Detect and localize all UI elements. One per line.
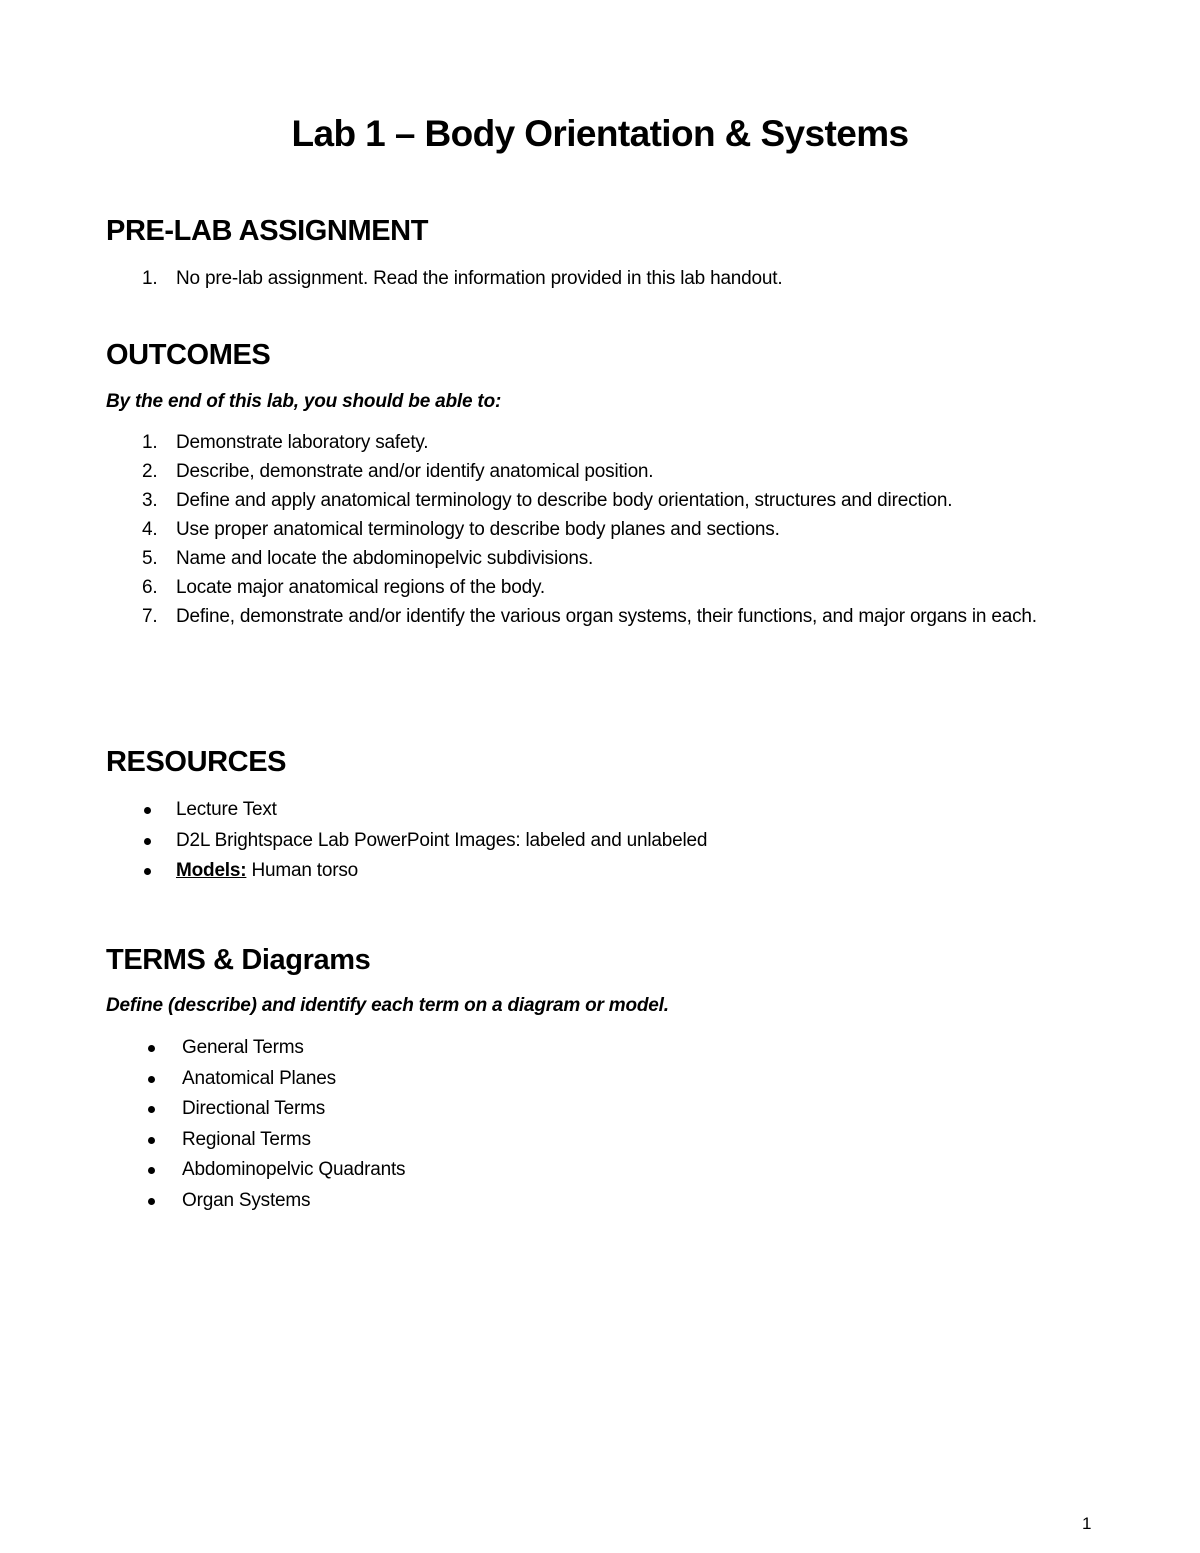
bullet-icon [144, 807, 151, 814]
list-item [106, 428, 1096, 457]
bullet-icon [148, 1198, 155, 1205]
list-item-text: No pre-lab assignment. Read the information provided in this lab handout. [176, 268, 783, 289]
list-item-text: Regional Terms [182, 1128, 311, 1150]
models-text: Human torso [246, 860, 359, 881]
list-item [106, 515, 1096, 544]
list-item-text: General Terms [182, 1037, 304, 1058]
list-item-text: D2L Brightspace Lab PowerPoint Images: labeled and unlabeled [176, 829, 708, 851]
list-item-text: Define and apply anatomical terminology to describe body orientation, structures and direction. [176, 490, 953, 511]
list-item [106, 1125, 405, 1156]
bullet-icon [148, 1076, 155, 1083]
prelab-list [106, 264, 1096, 293]
terms-heading: TERMS & Diagrams [106, 944, 371, 976]
list-item-text: Anatomical Planes [182, 1067, 336, 1089]
outcomes-lead: By the end of this lab, you should be able to: [106, 391, 502, 412]
list-item-text: Describe, demonstrate and/or identify anatomical position. [176, 461, 654, 482]
bullet-icon [144, 838, 151, 845]
document-title: Lab 1 – Body Orientation & Systems [291, 113, 909, 154]
list-item-text: Use proper anatomical terminology to describe body planes and sections. [176, 519, 780, 540]
list-number: 5. [142, 548, 158, 569]
list-item [106, 795, 707, 826]
list-item-text: Directional Terms [182, 1098, 326, 1119]
list-item [106, 856, 707, 887]
page-number: 1 [1082, 1514, 1092, 1533]
resources-list [106, 795, 707, 887]
terms-lead: Define (describe) and identify each term on a diagram or model. [106, 995, 669, 1016]
list-number: 1. [142, 268, 158, 289]
bullet-icon [148, 1045, 155, 1052]
list-item [106, 1094, 405, 1125]
list-item [106, 457, 1096, 486]
prelab-heading: PRE-LAB ASSIGNMENT [106, 215, 429, 247]
list-item-text: Name and locate the abdominopelvic subdivisions. [176, 548, 594, 569]
list-item [106, 1186, 405, 1217]
list-item-text: Demonstrate laboratory safety. [176, 432, 429, 453]
list-item-text: Abdominopelvic Quadrants [182, 1159, 406, 1180]
bullet-icon [148, 1106, 155, 1113]
list-item-text: Organ Systems [182, 1189, 311, 1211]
list-item-text: Define, demonstrate and/or identify the various organ systems, their functions, and major organs in each. [176, 606, 1037, 627]
list-number: 7. [142, 606, 158, 627]
bullet-icon [144, 868, 151, 875]
list-item-text: Locate major anatomical regions of the body. [176, 577, 545, 598]
list-number: 1. [142, 432, 158, 453]
list-item [106, 264, 1096, 293]
models-label: Models: [176, 860, 247, 881]
list-item [106, 1033, 405, 1064]
list-item [106, 573, 1096, 602]
list-item [106, 544, 1096, 573]
outcomes-heading: OUTCOMES [106, 339, 271, 371]
list-item [106, 826, 707, 857]
bullet-icon [148, 1167, 155, 1174]
list-number: 3. [142, 490, 158, 511]
list-number: 4. [142, 519, 158, 540]
outcomes-list [106, 428, 1096, 631]
list-item [106, 1064, 405, 1095]
bullet-icon [148, 1137, 155, 1144]
resources-heading: RESOURCES [106, 746, 287, 778]
list-item-text: Lecture Text [176, 799, 277, 820]
list-number: 2. [142, 461, 158, 482]
list-item [106, 602, 1096, 631]
list-number: 6. [142, 577, 158, 598]
list-item [106, 1155, 405, 1186]
list-item [106, 486, 1096, 515]
terms-list [106, 1033, 405, 1216]
